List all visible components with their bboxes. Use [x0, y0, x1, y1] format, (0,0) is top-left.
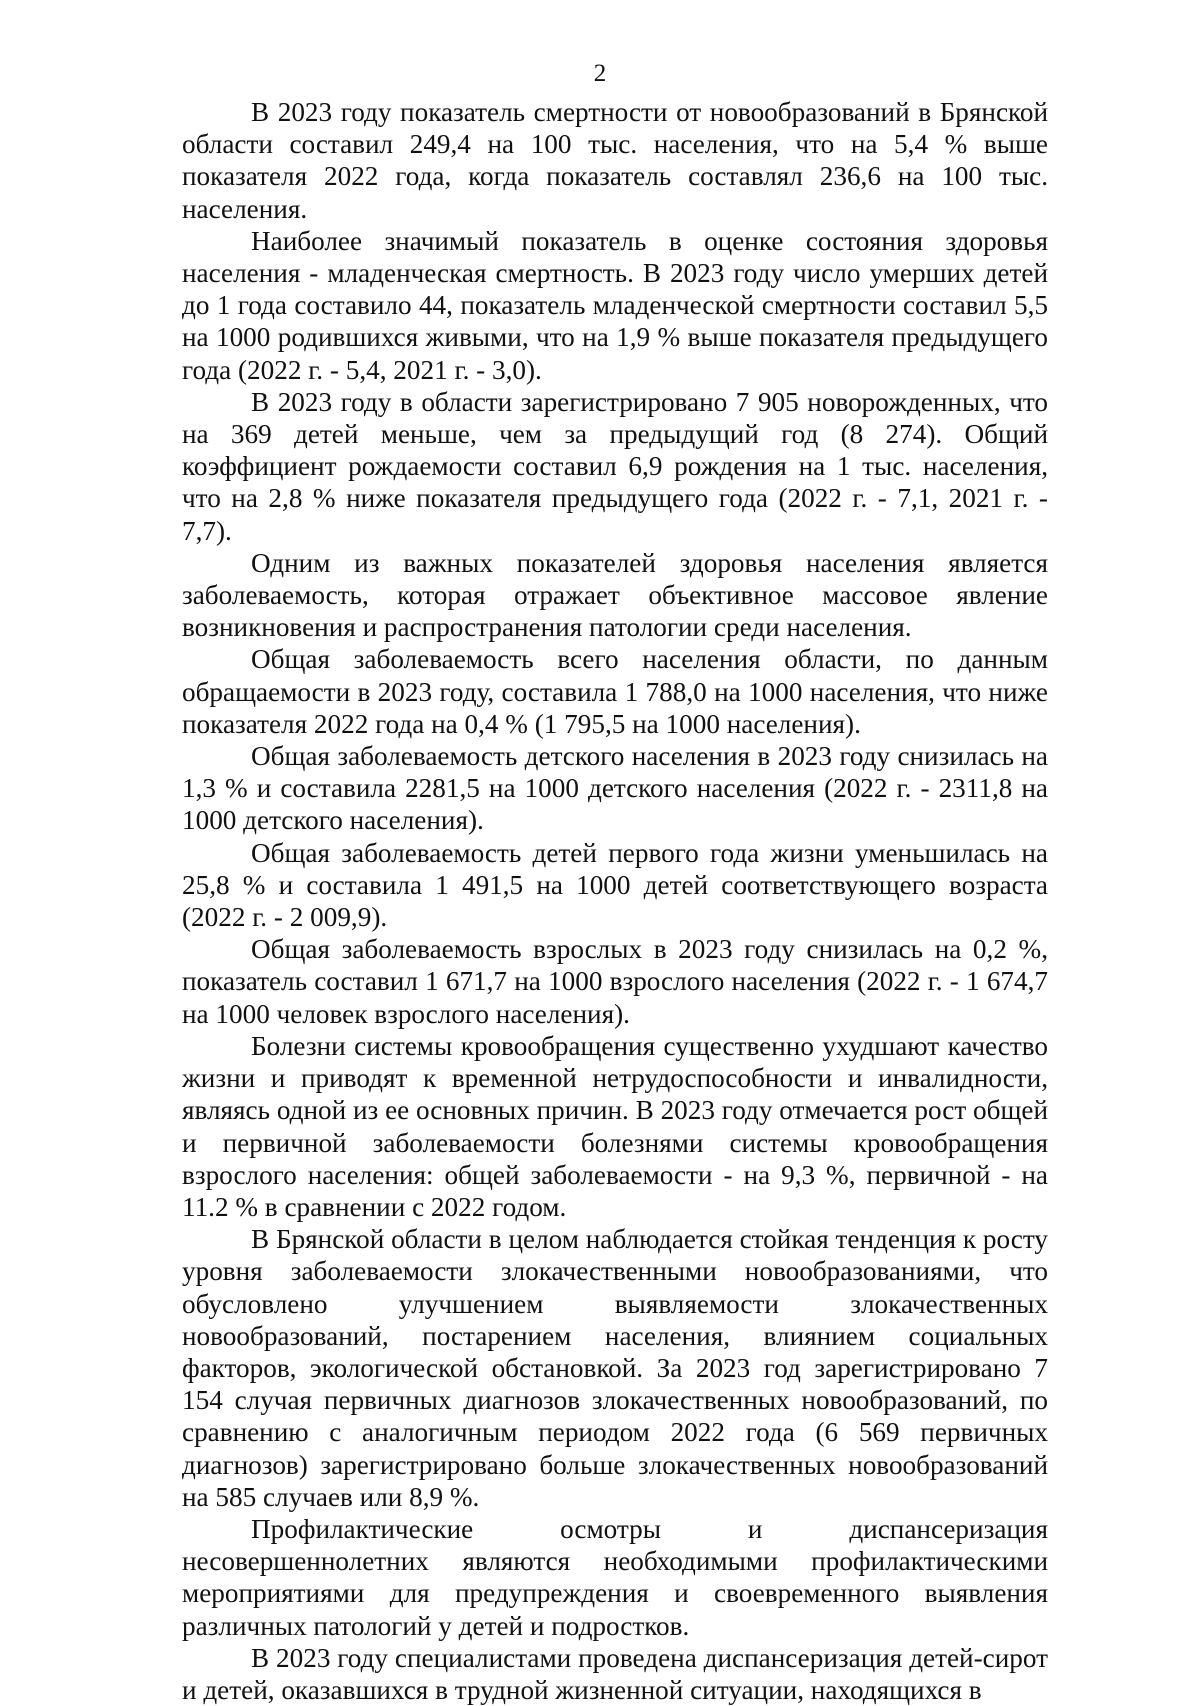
document-body — [182, 96, 1048, 1706]
paragraph-neoplasm-mortality: В 2023 году показатель смертности от новообразований в Брянской области составил 249,4 на 100 тыс. населения, что на 5,4 % выше показателя 2022 года, когда показатель составлял 236,6 на 100 тыс. населения. — [182, 97, 1048, 224]
paragraph-adult-morbidity: Общая заболеваемость взрослых в 2023 году снизилась на 0,2 %, показатель составил 1 671,7 на 1000 взрослого населения (2022 г. - 1 674,7 на 1000 человек взрослого населения). — [182, 934, 1048, 1029]
paragraph-circulatory-diseases: Болезни системы кровообращения существенно ухудшают качество жизни и приводят к временной нетрудоспособности и инвалидности, являясь одной из ее основных причин. В 2023 году отмечается рост общей и первичной заболеваемости болезнями системы кровообращения взрослого населения: общей заболеваемости - на 9,3 %, первичной - на 11.2 % в сравнении с 2022 годом. — [182, 1030, 1048, 1222]
paragraph-child-morbidity: Общая заболеваемость детского населения в 2023 году снизилась на 1,3 % и составила 2281,5 на 1000 детского населения (2022 г. - 2311,8 на 1000 детского населения). — [182, 741, 1048, 836]
paragraph-preventive-exams: Профилактические осмотры и диспансеризация несовершеннолетних являются необходимыми профилактическими мероприятиями для предупреждения и своевременного выявления различных патологий у детей и подростков. — [182, 1513, 1048, 1641]
paragraph-infant-morbidity: Общая заболеваемость детей первого года жизни уменьшилась на 25,8 % и составила 1 491,5 на 1000 детей соответствующего возраста (2022 г. - 2 009,9). — [182, 837, 1048, 933]
paragraph-total-morbidity: Общая заболеваемость всего населения области, по данным обращаемости в 2023 году, составила 1 788,0 на 1000 населения, что ниже показателя 2022 года на 0,4 % (1 795,5 на 1000 населения). — [182, 644, 1048, 739]
paragraph-oncology: В Брянской области в целом наблюдается стойкая тенденция к росту уровня заболеваемости злокачественными новообразованиями, что обусловлено улучшением выявляемости злокачественных новообразований, постарением населения, влиянием социальных факторов, экологической обстановкой. За 2023 год зарегистрировано 7 154 случая первичных диагнозов злокачественных новообразований, по сравнению с аналогичным периодом 2022 года (6 569 первичных диагнозов) зарегистрировано больше злокачественных новообразований на 585 случаев или 8,9 %. — [182, 1224, 1048, 1512]
page-number: 2 — [593, 60, 607, 87]
paragraph-morbidity-intro: Одним из важных показателей здоровья населения является заболеваемость, которая отражает объективное массовое явление возникновения и распространения патологии среди населения. — [182, 547, 1048, 643]
paragraph-orphan-dispensarization: В 2023 году специалистами проведена диспансеризация детей-сирот и детей, оказавшихся в трудной жизненной ситуации, находящихся в — [182, 1642, 1048, 1705]
paragraph-births: В 2023 году в области зарегистрировано 7 905 новорожденных, что на 369 детей меньше, чем за предыдущий год (8 274). Общий коэффициент рождаемости составил 6,9 рождения на 1 тыс. населения, что на 2,8 % ниже показателя предыдущего года (2022 г. - 7,1, 2021 г. - 7,7). — [182, 386, 1048, 546]
paragraph-infant-mortality: Наиболее значимый показатель в оценке состояния здоровья населения - младенческая смертность. В 2023 году число умерших детей до 1 года составило 44, показатель младенческой смертности составил 5,5 на 1000 родившихся живыми, что на 1,9 % выше показателя предыдущего года (2022 г. - 5,4, 2021 г. - 3,0). — [182, 225, 1048, 385]
